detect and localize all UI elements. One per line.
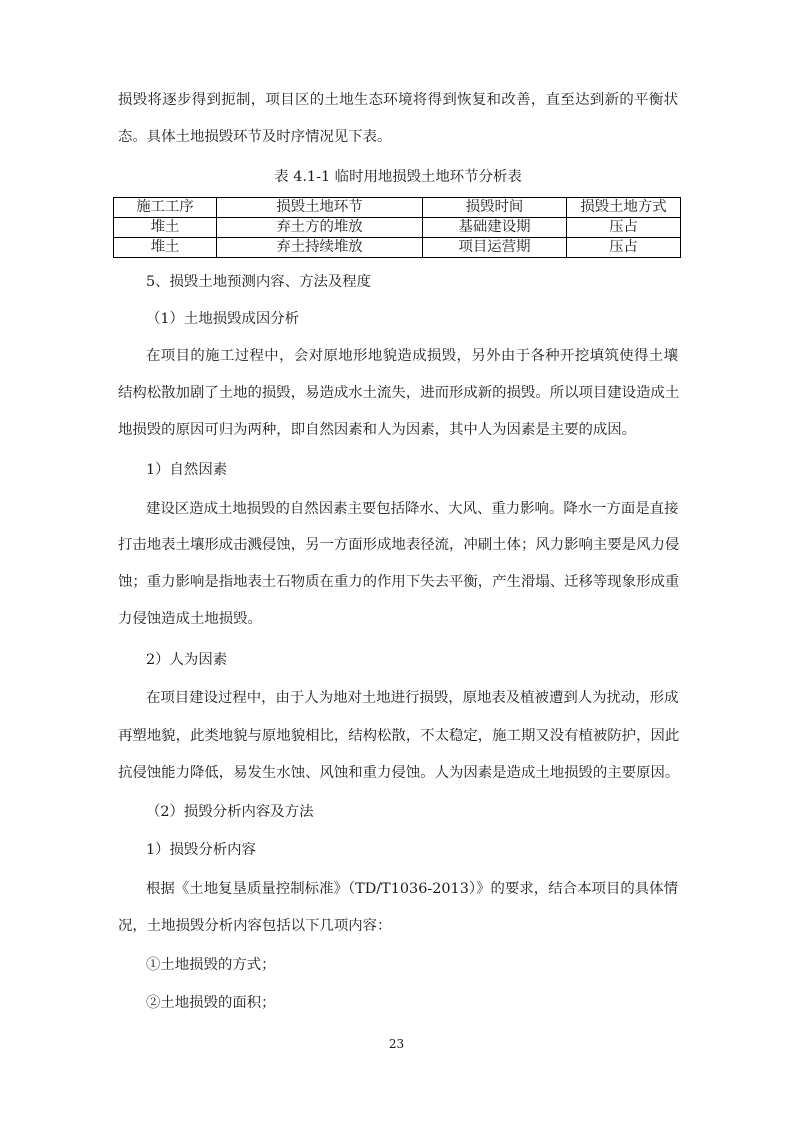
table-cell: 弃土持续堆放 (217, 238, 423, 258)
page-number: 23 (388, 1037, 405, 1051)
table-header-cell: 损毁土地环节 (217, 198, 423, 218)
subsection-heading: 2）人为因素 (146, 652, 228, 668)
paragraph-line: 建设区造成土地损毁的自然因素主要包括降水、大风、重力影响。降水一方面是直接 (146, 501, 679, 517)
table-header-cell: 损毁时间 (423, 198, 567, 218)
paragraph-line: 打击地表土壤形成击溅侵蚀，另一方面形成地表径流，冲刷土体；风力影响主要是风力侵 (118, 537, 680, 553)
table-cell: 项目运营期 (423, 238, 567, 258)
table-header-row (114, 198, 681, 218)
table-cell: 堆土 (114, 218, 217, 238)
paragraph-line: 况，土地损毁分析内容包括以下几项内容： (118, 918, 392, 934)
table-cell: 压占 (567, 238, 681, 258)
paragraph-line: 根据《土地复垦质量控制标准》（TD/T1036-2013）》的要求，结合本项目的具体情 (146, 881, 678, 897)
table-cell: 堆土 (114, 238, 217, 258)
paragraph-line: 结构松散加剧了土地的损毁，易造成水土流失，进而形成新的损毁。所以项目建设造成土 (118, 385, 680, 401)
damage-analysis-table (113, 197, 681, 258)
paragraph-line: 抗侵蚀能力降低，易发生水蚀、风蚀和重力侵蚀。人为因素是造成土地损毁的主要原因。 (118, 765, 680, 781)
list-item: ②土地损毁的面积； (146, 995, 276, 1011)
paragraph-line: 蚀；重力影响是指地表土石物质在重力的作用下失去平衡，产生滑塌、迁移等现象形成重 (118, 574, 680, 590)
subsection-heading: （2）损毁分析内容及方法 (146, 804, 314, 820)
list-item: ①土地损毁的方式； (146, 957, 276, 973)
table-row (114, 238, 681, 258)
paragraph-line: 在项目的施工过程中，会对原地形地貌造成损毁，另外由于各种开挖填筑使得土壤 (146, 348, 678, 364)
table-header-cell: 损毁土地方式 (567, 198, 681, 218)
paragraph-line: 力侵蚀造成土地损毁。 (118, 611, 262, 627)
table-cell: 弃土方的堆放 (217, 218, 423, 238)
paragraph-line: 地损毁的原因可归为两种，即自然因素和人为因素，其中人为因素是主要的成因。 (118, 422, 637, 438)
paragraph-line: 再塑地貌，此类地貌与原地貌相比，结构松散，不太稳定，施工期又没有植被防护，因此 (118, 728, 680, 744)
table-row (114, 218, 681, 238)
table-caption: 表 4.1-1 临时用地损毁土地环节分析表 (274, 169, 522, 185)
section-heading: 5、损毁土地预测内容、方法及程度 (146, 274, 372, 290)
paragraph-line: 在项目建设过程中，由于人为地对土地进行损毁，原地表及植被遭到人为扰动，形成 (146, 690, 679, 706)
paragraph-line: 态。具体土地损毁环节及时序情况见下表。 (118, 129, 392, 145)
table-header-cell: 施工工序 (114, 198, 217, 218)
table-cell: 基础建设期 (423, 218, 567, 238)
table-cell: 压占 (567, 218, 681, 238)
subsection-heading: 1）自然因素 (146, 462, 228, 478)
subsection-heading: 1）损毁分析内容 (146, 842, 256, 858)
paragraph-line: 损毁将逐步得到扼制，项目区的土地生态环境将得到恢复和改善，直至达到新的平衡状 (118, 92, 678, 108)
subsection-heading: （1）土地损毁成因分析 (146, 311, 300, 327)
